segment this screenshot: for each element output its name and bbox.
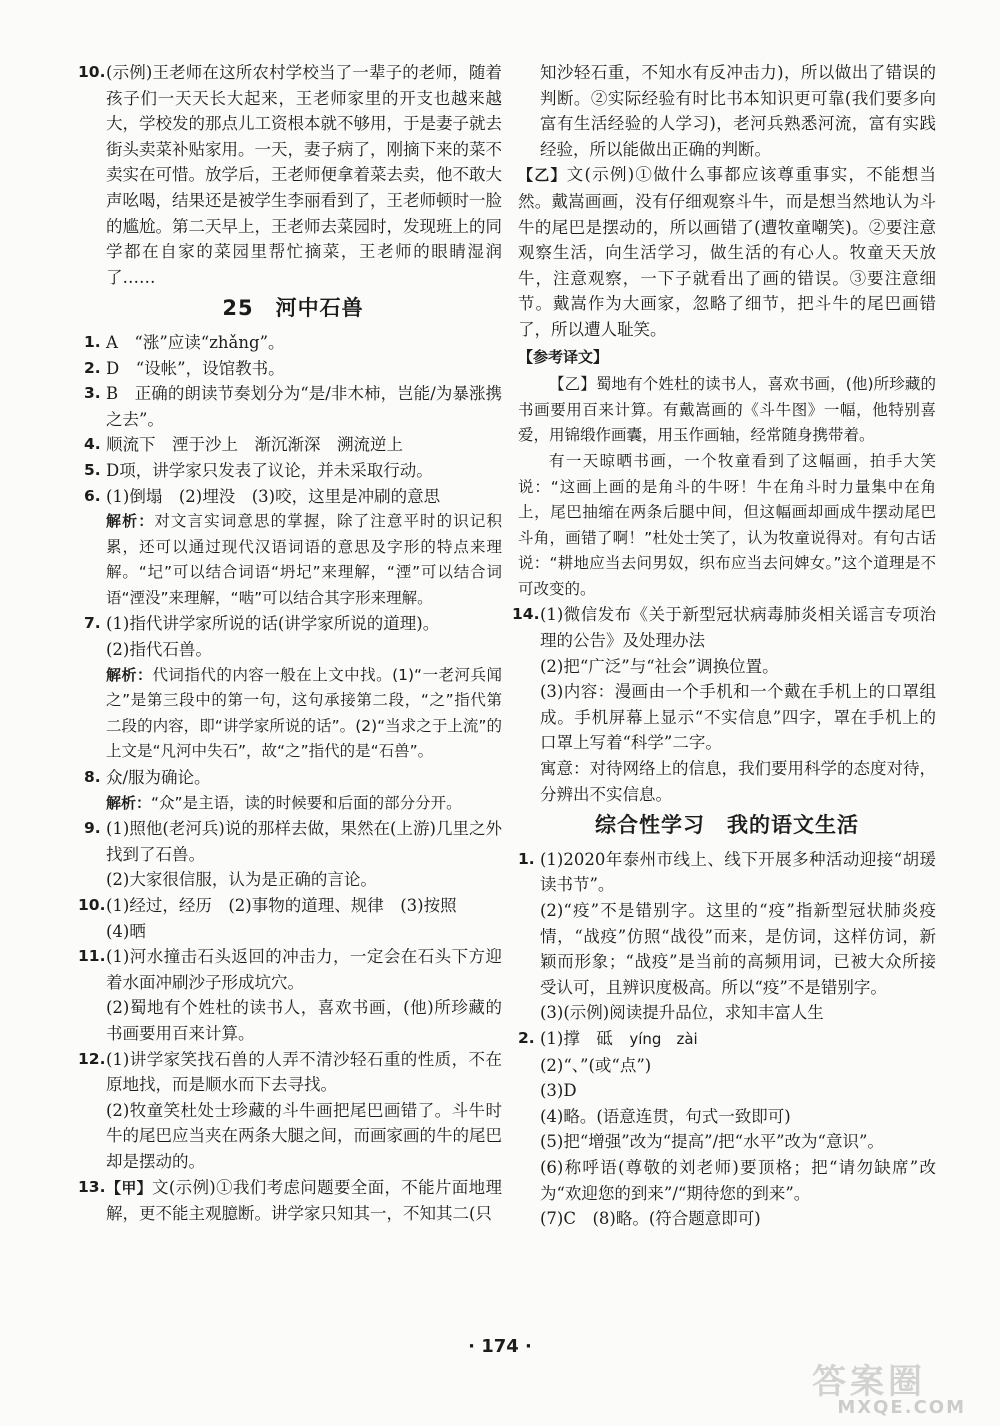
answer-b1-part3: (3)(示例)阅读提升品位，求知丰富人生 — [540, 1003, 824, 1023]
answer-4: 4. 顺流下 湮于沙上 渐沉渐深 溯流逆上 — [84, 435, 403, 455]
answer-9: 9. (1)照他(老河兵)说的那样去做，果然在(上游)几里之外找到了石兽。 — [84, 819, 502, 864]
answer-13: 13. 【甲】文(示例)①我们考虑问题要全面，不能片面地理解，更不能主观臆断。讲学家只知其一，不知其二(只 — [78, 1177, 502, 1224]
answer-b2-part2: (2)“、”(或“点”) — [540, 1055, 652, 1075]
answer-b2-part4: (4)略。(语意连贯，句式一致即可) — [540, 1106, 791, 1126]
answer-14-moral: 寓意：对待网络上的信息，我们要用科学的态度对待，分辨出不实信息。 — [540, 759, 936, 804]
right-column — [512, 60, 936, 1232]
answer-b2-part5: (5)把“增强”改为“提高”/把“水平”改为“意识”。 — [540, 1132, 884, 1152]
answer-8-analysis: 解析：“众”是主语，读的时候要和后面的部分分开。 — [106, 793, 462, 812]
answer-3: 3. B 正确的朗读节奏划分为“是/非木柿，岂能/为暴涨携之去”。 — [84, 384, 502, 429]
page-number: · 174 · — [468, 1336, 532, 1357]
watermark-logo — [812, 1354, 972, 1418]
left-column — [78, 60, 502, 1227]
answer-b2-part6: (6)称呼语(尊敬的刘老师)要顶格；把“请勿缺席”改为“欢迎您的到来”/“期待您的到来”。 — [540, 1157, 936, 1203]
answer-7-analysis: 解析：代词指代的内容一般在上文中找。(1)“一老河兵闻之”是第三段中的第一句，这句承接第二段，“之”指代第二段的内容，即“讲学家所说的话”。(2)“当求之于上流”的上文是“凡河中失石”，故“之”指代的是“石兽”。 — [106, 665, 502, 761]
answer-6: 6. (1)倒塌 (2)埋没 (3)咬，这里是冲刷的意思 — [84, 486, 441, 506]
answer-14-part3: (3)内容：漫画由一个手机和一个戴在手机上的口罩组成。手机屏幕上显示“不实信息”四字，罩在手机上的口罩上写着“科学”二字。 — [540, 682, 936, 753]
reference-translation-label: 【参考译文】 — [518, 347, 609, 366]
answer-7-part2: (2)指代石兽。 — [106, 640, 212, 660]
answer-1: 1. A “涨”应读“zhǎng”。 — [84, 332, 285, 352]
watermark-line2: MXQE.COM — [837, 1397, 966, 1418]
reference-translation-p1: 【乙】蜀地有个姓杜的读书人，喜欢书画，(他)所珍藏的书画要用百来计算。有戴嵩画的《斗牛图》一幅，他特别喜爱，用锦缎作画囊，用玉作画轴，经常随身携带着。 — [518, 375, 936, 445]
answer-6-analysis: 解析：对文言实词意思的掌握，除了注意平时的识记积累，还可以通过现代汉语词语的意思及字形的特点来理解。“圮”可以结合词语“坍圮”来理解，“湮”可以结合词语“湮没”来理解，“啮”可以结合其字形来理解。 — [106, 512, 502, 607]
answer-14-part2: (2)把“广泛”与“社会”调换位置。 — [540, 656, 779, 676]
answer-10-part4: (4)晒 — [106, 921, 146, 941]
answer-8: 8. 众/服为确论。 — [84, 768, 211, 788]
answer-11-part2: (2)蜀地有个姓杜的读书人，喜欢书画，(他)所珍藏的书画要用百来计算。 — [106, 998, 502, 1043]
answer-12: 12. (1)讲学家笑找石兽的人弄不清沙轻石重的性质，不在原地找，而是顺水而下去寻找。 — [78, 1049, 502, 1095]
answer-b2-part7: (7)C (8)略。(符合题意即可) — [540, 1209, 761, 1229]
answer-7: 7. (1)指代讲学家所说的话(讲学家所说的道理)。 — [84, 614, 440, 634]
reference-translation-p2: 有一天晾晒书画，一个牧童看到了这幅画，拍手大笑说：“这画上画的是角斗的牛呀！牛在角斗时力量集中在角上，尾巴抽缩在两条后腿中间，但这幅画却画成牛摆动尾巴斗角，画错了啊！”杜处士笑了，认为牧童说得对。有句古话说：“耕地应当去问男奴，织布应当去问婢女。”这个道理是不可改变的。 — [518, 451, 936, 598]
answer-b2-part3: (3)D — [540, 1081, 577, 1101]
section-title-25: 25 河中石兽 — [222, 296, 364, 321]
answer-b2: 2. (1)撑 砥 yíng zài — [518, 1028, 698, 1048]
answer-2: 2. D “设帐”，设馆教书。 — [84, 358, 285, 378]
answer-13-yi: 【乙】文(示例)①做什么事都应该尊重事实，不能想当然。戴嵩画画，没有仔细观察斗牛，而是想当然地认为斗牛的尾巴是摆动的，所以画错了(遭牧童嘲笑)。②要注意观察生活，向生活学习，做生活的有心人。牧童天天放牛，注意观察，一下子就看出了画的错误。③要注意细节。戴嵩作为大画家，忽略了细节，把斗牛的尾巴画错了，所以遭人耻笑。 — [518, 165, 936, 339]
watermark-line1: 答案圈 — [812, 1362, 926, 1402]
answer-14: 14. (1)微信发布《关于新型冠状病毒肺炎相关谣言专项治理的公告》及处理办法 — [512, 605, 936, 651]
answer-12-part2: (2)牧童笑杜处士珍藏的斗牛画把尾巴画错了。斗牛时牛的尾巴应当夹在两条大腿之间，而画家画的牛的尾巴却是摆动的。 — [106, 1100, 502, 1171]
answer-10: 10. (1)经过，经历 (2)事物的道理、规律 (3)按照 — [78, 896, 457, 915]
answer-9-part2: (2)大家很信服，认为是正确的言论。 — [106, 870, 377, 890]
answer-b1-part2: (2)“疫”不是错别字。这里的“疫”指新型冠状肺炎疫情，“战疫”仿照“战役”而来，是仿词，这样仿词，新颖而形象；“战疫”是当前的高频用词，已被大众所接受认可，且辨识度极高。所以“疫”不是错别字。 — [540, 901, 936, 997]
answer-11: 11. (1)河水撞击石头返回的冲击力，一定会在石头下方迎着水面冲刷沙子形成坑穴。 — [78, 947, 502, 992]
answer-13-continued: 知沙轻石重，不知水有反冲击力)，所以做出了错误的判断。②实际经验有时比书本知识更可靠(我们要多向富有生活经验的人学习)，老河兵熟悉河流，富有实践经验，所以能做出正确的判断。 — [540, 63, 936, 159]
section-title-comprehensive: 综合性学习 我的语文生活 — [595, 813, 859, 838]
answer-10-example: 10. (示例)王老师在这所农村学校当了一辈子的老师，随着孩子们一天天长大起来，王老师家里的开支也越来越大，学校发的那点儿工资根本就不够用，于是妻子就去街头卖菜补贴家用。一天，妻子病了，刚摘下来的菜不卖实在可惜。放学后，王老师便拿着菜去卖，他不敢大声吆喝，结果还是被学生李丽看到了，王老师顿时一脸的尴尬。第二天早上，王老师去菜园时，发现班上的同学都在自家的菜园里帮忙摘菜，王老师的眼睛湿润了…… — [78, 63, 502, 287]
answer-b1: 1. (1)2020年泰州市线上、线下开展多种活动迎接“胡瑗读书节”。 — [518, 849, 936, 895]
answer-5: 5. D项，讲学家只发表了议论，并未采取行动。 — [84, 460, 433, 480]
